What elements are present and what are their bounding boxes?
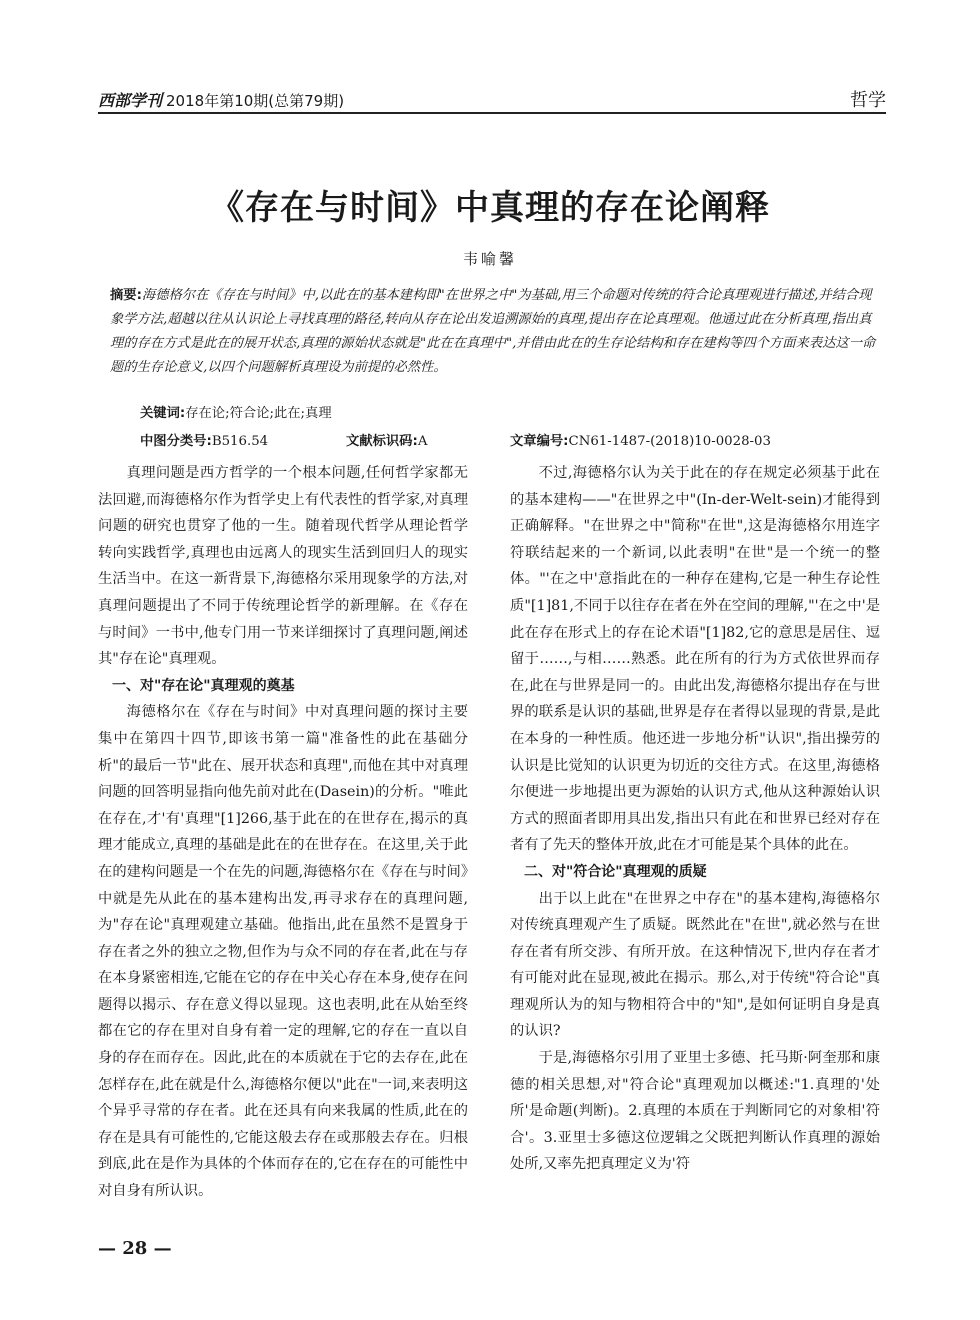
header-rule [98,112,886,114]
running-header [98,82,886,112]
article-number [510,430,771,449]
section-heading-1: 一、对"存在论"真理观的奠基 [112,677,295,694]
document-code [346,430,427,449]
article-label: 文章编号: [510,434,569,449]
journal-line [98,88,344,111]
paragraph: 海德格尔在《存在与时间》中对真理问题的探讨主要集中在第四十四节,即该书第一篇"准备性的此在基础分析"的最后一节"此在、展开状态和真理",而他在其中对真理问题的回答明显指向他先前对此在(Dasein)的分析。"唯此在存在,才'有'真理"[1]266,基于此在的在世存在,揭示的真理才能成立,真理的基础是此在的在世存在。在这里,关于此在的建构问题是一个在先的问题,海德格尔在《存在与时间》中就是先从此在的基本建构出发,再寻求存在的真理问题,为"存在论"真理观建立基础。他指出,此在虽然不是置身于存在者之外的独立之物,但作为与众不同的存在者,此在与存在本身紧密相连,它能在它的存在中关心存在本身,使存在问题得以揭示、存在意义得以显现。这也表明,此在从始至终都在它的存在里对自身有着一定的理解,它的存在一直以自身的存在而存在。因此,此在的本质就在于它的去存在,此在怎样存在,此在就是什么,海德格尔便以"此在"一词,来表明这个异乎寻常的存在者。此在还具有向来我属的性质,此在的存在是具有可能性的,它能这般去存在或那般去存在。归根到底,此在是作为具体的个体而存在的,它在存在的可能性中对自身有所认识。 [98,704,468,1200]
paragraph: 不过,海德格尔认为关于此在的存在规定必须基于此在的基本建构——"在世界之中"(In-der-Welt-sein)才能得到正确解释。"在世界之中"简称"在世",这是海德格尔用连字符联结起来的一个新词,以此表明"在世"是一个统一的整体。"'在之中'意指此在的一种存在建构,它是一种生存论性质"[1]81,不同于以往存在者在外在空间的理解,"'在之中'是此在存在形式上的存在论术语"[1]82,它的意思是居住、逗留于……,与相……熟悉。此在所有的行为方式依世界而存在,此在与世界是同一的。由此出发,海德格尔提出存在与世界的联系是认识的基础,世界是存在者得以显现的背景,是此在本身的一种性质。他还进一步地分析"认识",指出操劳的认识是比觉知的认识更为切近的交往方式。在这里,海德格尔便进一步地提出更为源始的认识方式,他从这种源始认识方式的照面者即用具出发,指出只有此在和世界已经对存在者有了先天的整体开放,此在才可能是某个具体的此在。 [510,465,880,854]
section-heading-2: 二、对"符合论"真理观的质疑 [524,863,707,880]
clc-label: 中图分类号: [140,434,212,449]
keywords-label: 关键词: [140,406,186,421]
clc-value: B516.54 [211,434,269,449]
abstract [110,284,880,380]
left-column [98,460,468,1205]
clc-number [140,430,268,449]
doc-label: 文献标识码: [346,434,418,449]
issue-info: 2018年第10期(总第79期) [166,92,345,110]
article-title: 《存在与时间》中真理的存在论阐释 [210,188,770,228]
abstract-text: 海德格尔在《存在与时间》中,以此在的基本建构即"在世界之中"为基础,用三个命题对传统的符合论真理观进行描述,并结合现象学方法,超越以往从认识论上寻找真理的路径,转向从存在论出发追溯源始的真理,提出存在论真理观。他通过此在分析真理,指出真理的存在方式是此在的展开状态,真理的源始状态就是"此在在真理中",并借由此在的生存论结构和存在建构等四个方面来表达这一命题的生存论意义,以四个问题解析真理设为前提的必然性。 [110,288,876,375]
paragraph: 真理问题是西方哲学的一个根本问题,任何哲学家都无法回避,而海德格尔作为哲学史上有代表性的哲学家,对真理问题的研究也贯穿了他的一生。随着现代哲学从理论哲学转向实践哲学,真理也由远离人的现实生活到回归人的现实生活当中。在这一新背景下,海德格尔采用现象学的方法,对真理问题提出了不同于传统理论哲学的新理解。在《存在与时间》一书中,他专门用一节来详细探讨了真理问题,阐述其"存在论"真理观。 [98,465,468,668]
article-value: CN61-1487-(2018)10-0028-03 [568,434,771,449]
abstract-label: 摘要: [110,288,142,303]
section-label: 哲学 [850,90,886,111]
keywords [140,402,332,421]
journal-name: 西部学刊 [98,91,163,110]
keywords-text: 存在论;符合论;此在;真理 [185,406,332,421]
doc-value: A [417,434,428,449]
paragraph: 于是,海德格尔引用了亚里士多德、托马斯·阿奎那和康德的相关思想,对"符合论"真理观加以概述:"1.真理的'处所'是命题(判断)。2.真理的本质在于判断同它的对象相'符合'。3.亚里士多德这位逻辑之父既把判断认作真理的源始处所,又率先把真理定义为'符 [510,1050,880,1173]
author-name: 韦喻馨 [462,250,517,268]
right-column [510,460,880,1178]
page-number: — 28 — [98,1238,172,1259]
paragraph: 出于以上此在"在世界之中存在"的基本建构,海德格尔对传统真理观产生了质疑。既然此在"在世",就必然与在世存在者有所交涉、有所开放。在这种情况下,世内存在者才有可能对此在显现,被此在揭示。那么,对于传统"符合论"真理观所认为的知与物相符合中的"知",是如何证明自身是真的认识? [510,890,880,1040]
